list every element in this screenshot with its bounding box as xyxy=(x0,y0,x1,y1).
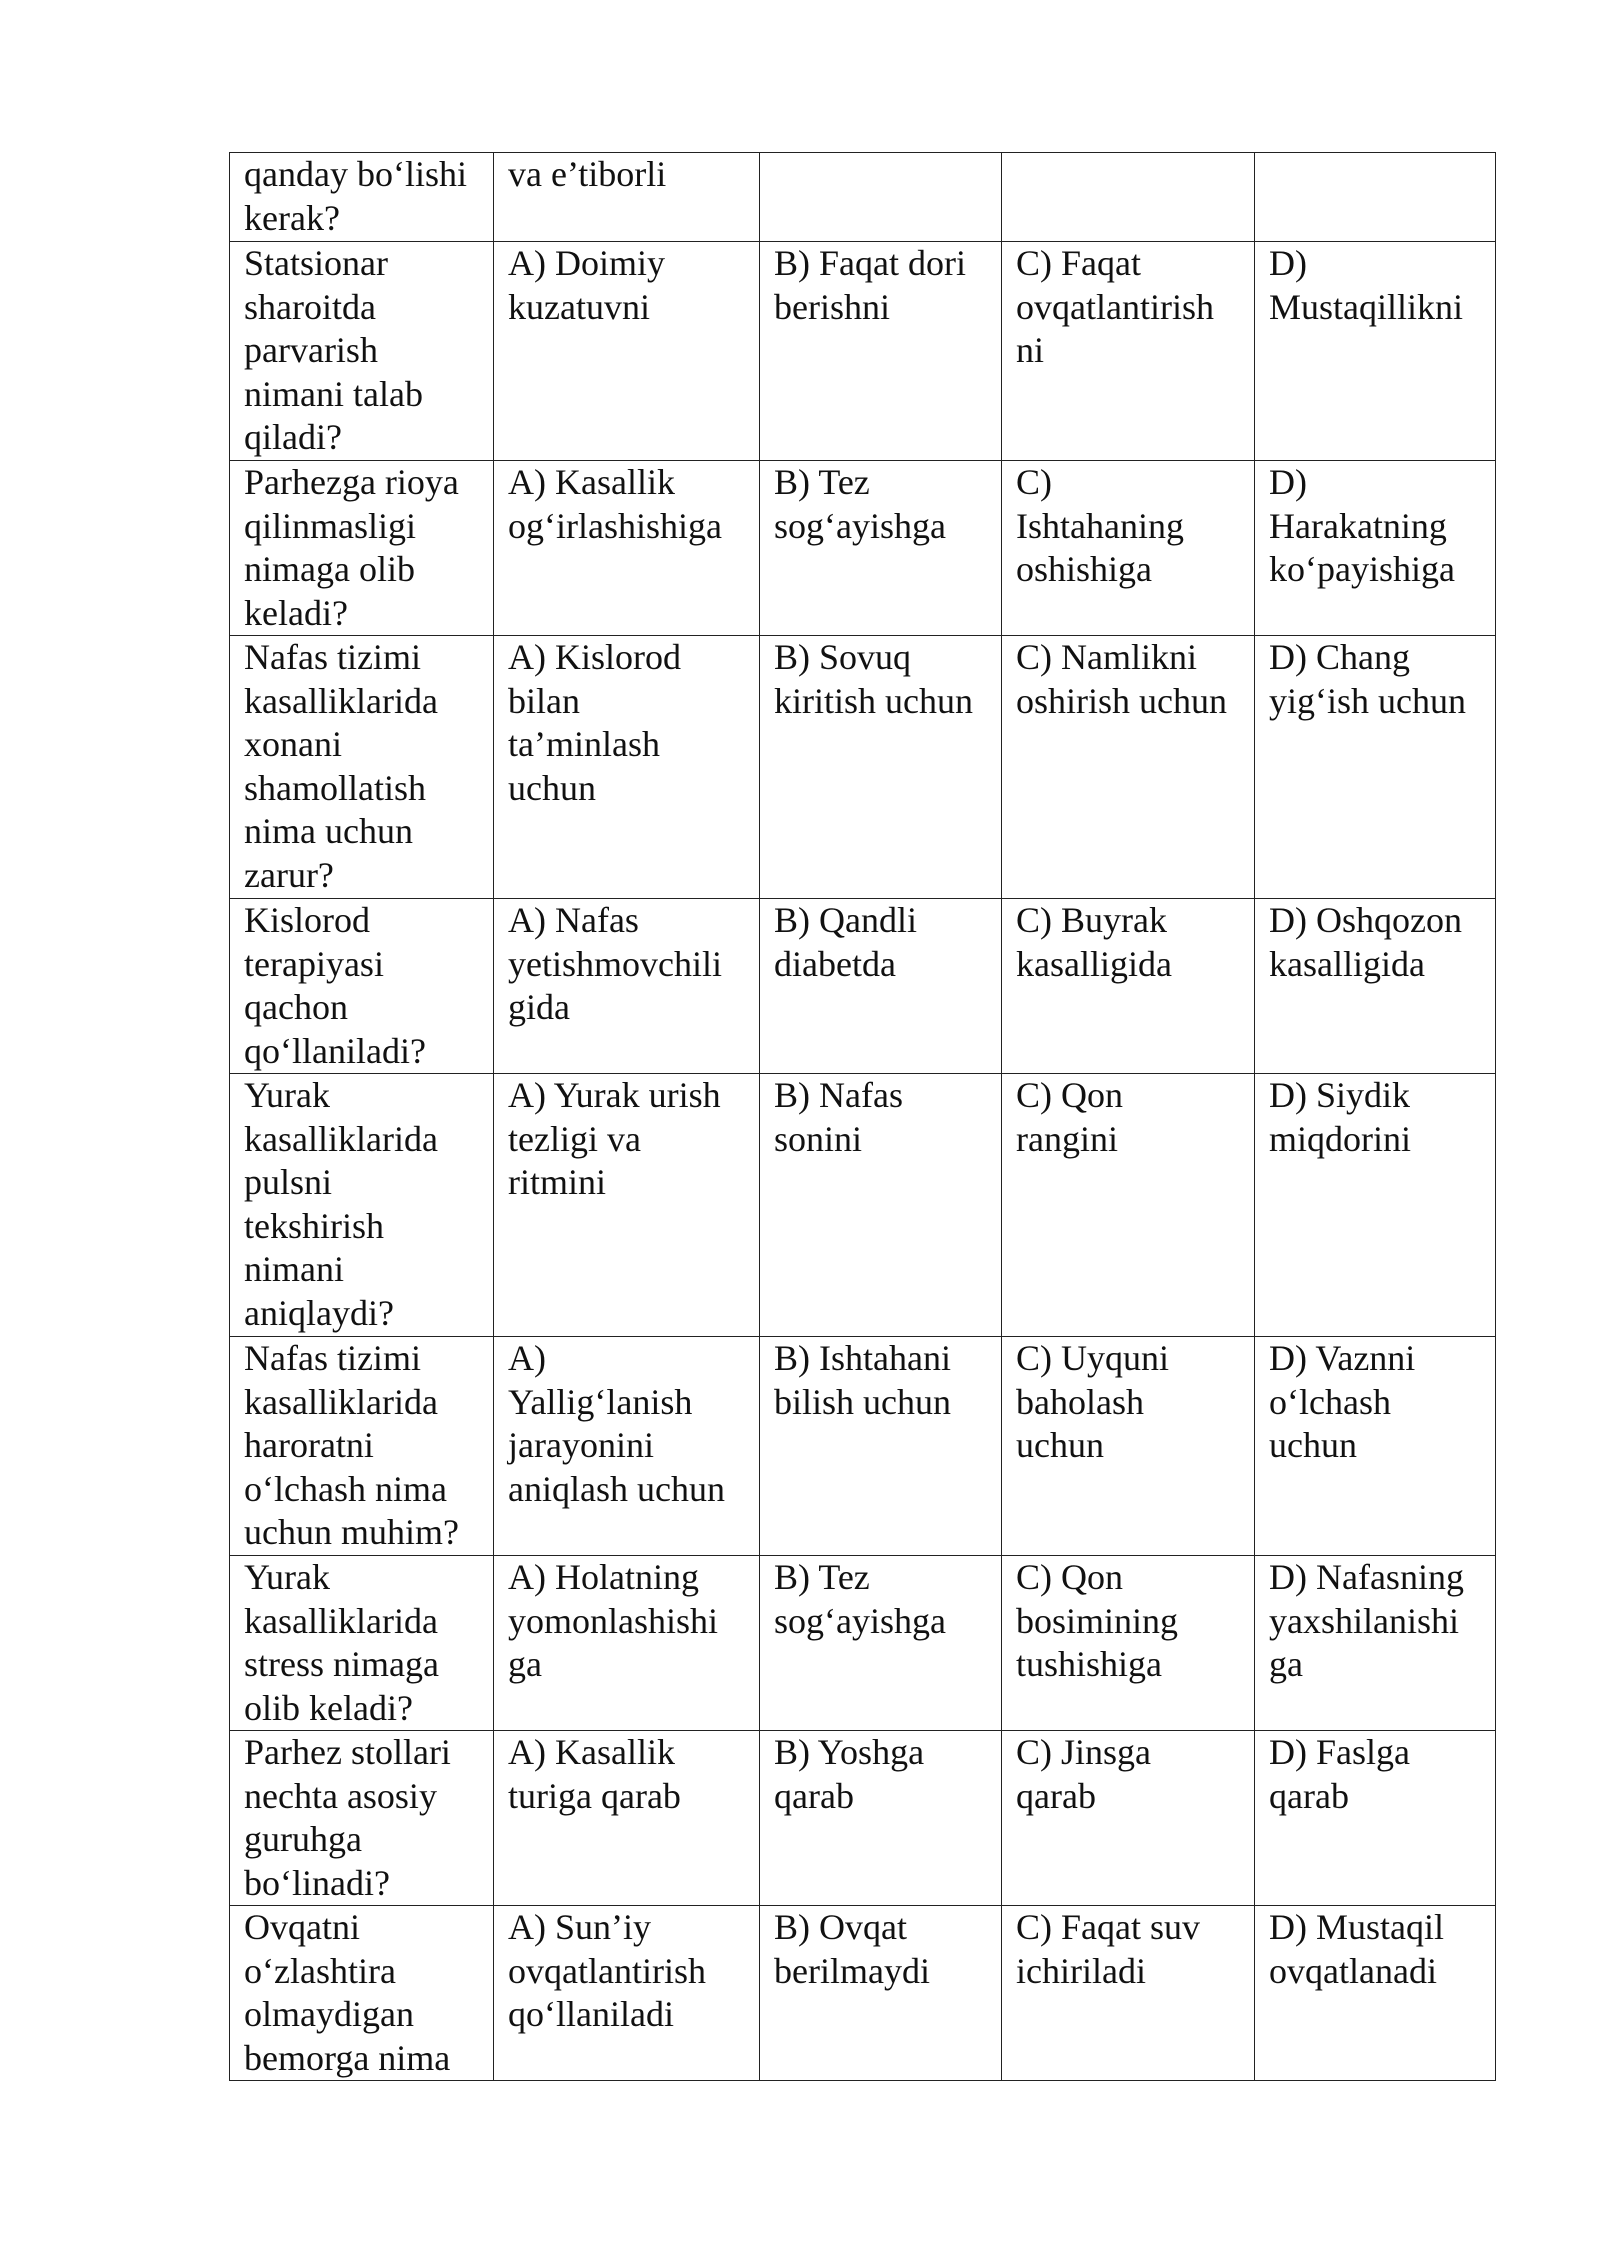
cell-text-line: o‘zlashtira xyxy=(244,1950,396,1991)
cell-text-line: D) Vaznni xyxy=(1269,1338,1416,1378)
cell-text-line: C) Qon xyxy=(1016,1557,1123,1597)
cell-text-line: olmaydigan xyxy=(244,1994,414,2034)
cell-text-line: bilish uchun xyxy=(774,1381,951,1422)
cell-text-line: nechta asosiy xyxy=(244,1775,437,1816)
question-cell xyxy=(230,1074,494,1337)
option-d-cell xyxy=(1255,242,1496,461)
cell-text-line: nimani xyxy=(244,1249,344,1289)
cell-text-line: guruhga xyxy=(244,1819,362,1859)
cell-text-line: bilan xyxy=(508,680,580,721)
cell-text-line: kasalliklarida xyxy=(244,1600,438,1641)
cell-text-line: Parhezga rioya xyxy=(244,462,459,502)
cell-text-line: D) Chang xyxy=(1269,637,1410,677)
option-c-cell xyxy=(1002,1556,1255,1731)
option-d-cell xyxy=(1255,899,1496,1074)
cell-text-line: sog‘ayishga xyxy=(774,1600,946,1641)
option-b-cell xyxy=(760,1906,1002,2081)
cell-text-line: A) Holatning xyxy=(508,1557,699,1597)
cell-text-line: C) Uyquni xyxy=(1016,1338,1169,1378)
cell-text-line: B) Sovuq xyxy=(774,637,912,677)
cell-text-line: uchun xyxy=(1269,1425,1357,1465)
option-d-cell xyxy=(1255,1556,1496,1731)
cell-text-line: qarab xyxy=(1269,1775,1349,1816)
cell-text-line: bo‘linadi? xyxy=(244,1862,390,1903)
cell-text-line: ni xyxy=(1016,330,1045,370)
cell-text-line: qo‘llaniladi? xyxy=(244,1030,426,1071)
option-b-cell xyxy=(760,636,1002,899)
cell-text-line: sharoitda xyxy=(244,286,376,327)
cell-text-line: terapiyasi xyxy=(244,943,384,984)
cell-text-line: baholash xyxy=(1016,1381,1144,1422)
cell-text-line: B) Nafas xyxy=(774,1075,903,1115)
table-row xyxy=(230,153,1496,242)
cell-text-line: D) xyxy=(1269,243,1307,283)
cell-text-line: ga xyxy=(1269,1644,1303,1684)
cell-text-line: Ishtahaning xyxy=(1016,505,1184,546)
cell-text-line: A) Kislorod xyxy=(508,637,681,677)
cell-text-line: sog‘ayishga xyxy=(774,505,946,546)
quiz-table xyxy=(229,152,1496,2081)
option-b-cell xyxy=(760,1074,1002,1337)
question-cell xyxy=(230,461,494,636)
cell-text-line: C) Faqat suv xyxy=(1016,1907,1200,1947)
option-a-cell xyxy=(494,1556,760,1731)
question-cell xyxy=(230,242,494,461)
option-b-cell xyxy=(760,1556,1002,1731)
cell-text-line: shamollatish xyxy=(244,767,426,808)
cell-text-line: uchun xyxy=(508,767,596,808)
cell-text-line: tekshirish xyxy=(244,1205,384,1246)
cell-text-line: pulsni xyxy=(244,1162,333,1202)
option-c-cell xyxy=(1002,1337,1255,1556)
cell-text-line: miqdorini xyxy=(1269,1118,1411,1159)
cell-text-line: B) Yoshga xyxy=(774,1732,925,1772)
cell-text-line: keladi? xyxy=(244,592,348,633)
cell-text-line: Harakatning xyxy=(1269,505,1447,546)
cell-text-line: ta’minlash xyxy=(508,724,660,764)
cell-text-line: rangini xyxy=(1016,1118,1118,1159)
cell-text-line: turiga qarab xyxy=(508,1775,681,1816)
option-a-cell xyxy=(494,1731,760,1906)
cell-text-line: B) Ishtahani xyxy=(774,1338,951,1378)
option-b-cell xyxy=(760,461,1002,636)
option-d-cell xyxy=(1255,461,1496,636)
cell-text-line: Yallig‘lanish xyxy=(508,1381,693,1422)
cell-text-line: nima uchun xyxy=(244,811,413,851)
cell-text-line: A) Sun’iy xyxy=(508,1907,651,1947)
option-d-cell xyxy=(1255,636,1496,899)
cell-text-line: nimaga olib xyxy=(244,549,415,589)
option-a-cell xyxy=(494,242,760,461)
table-row xyxy=(230,461,1496,636)
cell-text-line: yomonlashishi xyxy=(508,1600,719,1641)
cell-text-line: uchun muhim? xyxy=(244,1512,459,1552)
table-row xyxy=(230,899,1496,1074)
table-row xyxy=(230,1906,1496,2081)
cell-text-line: D) xyxy=(1269,462,1307,502)
cell-text-line: ovqatlantirish xyxy=(1016,286,1214,327)
cell-text-line: qilinmasligi xyxy=(244,505,417,546)
cell-text-line: aniqlaydi? xyxy=(244,1292,394,1333)
cell-text-line: qarab xyxy=(774,1775,854,1816)
cell-text-line: kasalliklarida xyxy=(244,1118,438,1159)
option-c-cell xyxy=(1002,461,1255,636)
table-row xyxy=(230,1074,1496,1337)
cell-text-line: C) Buyrak xyxy=(1016,900,1167,940)
quiz-table-body xyxy=(230,153,1496,2081)
option-c-cell xyxy=(1002,242,1255,461)
cell-text-line: Kislorod xyxy=(244,900,370,940)
cell-text-line: qachon xyxy=(244,987,348,1027)
cell-text-line: diabetda xyxy=(774,943,896,984)
cell-text-line: aniqlash uchun xyxy=(508,1468,725,1509)
cell-text-line: zarur? xyxy=(244,854,334,895)
cell-text-line: qo‘llaniladi xyxy=(508,1994,674,2034)
cell-text-line: bemorga nima xyxy=(244,2037,451,2078)
cell-text-line: oshirish uchun xyxy=(1016,680,1227,721)
cell-text-line: A) xyxy=(508,1338,546,1378)
option-a-cell xyxy=(494,153,760,242)
table-row xyxy=(230,242,1496,461)
question-cell xyxy=(230,1337,494,1556)
cell-text-line: ko‘payishiga xyxy=(1269,549,1455,589)
cell-text-line: D) Oshqozon xyxy=(1269,900,1462,940)
question-cell xyxy=(230,1556,494,1731)
option-d-cell xyxy=(1255,1074,1496,1337)
cell-text-line: va e’tiborli xyxy=(508,154,667,194)
question-cell xyxy=(230,153,494,242)
option-c-cell xyxy=(1002,1731,1255,1906)
question-cell xyxy=(230,899,494,1074)
question-cell xyxy=(230,1906,494,2081)
option-c-cell xyxy=(1002,1906,1255,2081)
cell-text-line: ichiriladi xyxy=(1016,1950,1146,1991)
cell-text-line: D) Mustaqil xyxy=(1269,1907,1444,1947)
cell-text-line: C) Faqat xyxy=(1016,243,1141,283)
cell-text-line: kiritish uchun xyxy=(774,680,973,721)
cell-text-line: B) Faqat dori xyxy=(774,243,966,283)
cell-text-line: Yurak xyxy=(244,1557,330,1597)
option-a-cell xyxy=(494,1906,760,2081)
option-b-cell xyxy=(760,153,1002,242)
cell-text-line: ovqatlanadi xyxy=(1269,1950,1437,1991)
cell-text-line: A) Kasallik xyxy=(508,462,675,502)
cell-text-line: C) Jinsga xyxy=(1016,1732,1151,1772)
cell-text-line: haroratni xyxy=(244,1425,374,1465)
cell-text-line: A) Yurak urish xyxy=(508,1075,721,1115)
cell-text-line: Yurak xyxy=(244,1075,330,1115)
cell-text-line: og‘irlashishiga xyxy=(508,505,722,546)
cell-text-line: oshishiga xyxy=(1016,549,1153,589)
cell-text-line: Ovqatni xyxy=(244,1907,360,1947)
table-row xyxy=(230,636,1496,899)
cell-text-line: tushishiga xyxy=(1016,1644,1163,1684)
cell-text-line: B) Ovqat xyxy=(774,1907,907,1947)
table-row xyxy=(230,1337,1496,1556)
cell-text-line: olib keladi? xyxy=(244,1687,413,1728)
cell-text-line: Nafas tizimi xyxy=(244,637,421,677)
cell-text-line: jarayonini xyxy=(508,1425,654,1465)
cell-text-line: Parhez stollari xyxy=(244,1732,451,1772)
option-b-cell xyxy=(760,1731,1002,1906)
cell-text-line: D) Faslga xyxy=(1269,1732,1410,1772)
cell-text-line: parvarish xyxy=(244,330,378,370)
cell-text-line: gida xyxy=(508,987,570,1027)
cell-text-line: sonini xyxy=(774,1118,863,1159)
cell-text-line: D) Siydik xyxy=(1269,1075,1411,1115)
cell-text-line: C) Namlikni xyxy=(1016,637,1197,677)
option-c-cell xyxy=(1002,636,1255,899)
cell-text-line: C) Qon xyxy=(1016,1075,1123,1115)
cell-text-line: C) xyxy=(1016,462,1052,502)
cell-text-line: kasalliklarida xyxy=(244,680,438,721)
option-a-cell xyxy=(494,636,760,899)
option-b-cell xyxy=(760,899,1002,1074)
cell-text-line: ritmini xyxy=(508,1162,606,1202)
cell-text-line: B) Tez xyxy=(774,462,870,502)
cell-text-line: uchun xyxy=(1016,1425,1104,1465)
cell-text-line: berilmaydi xyxy=(774,1950,930,1991)
option-a-cell xyxy=(494,1337,760,1556)
cell-text-line: berishni xyxy=(774,286,890,327)
cell-text-line: bosimining xyxy=(1016,1600,1179,1641)
question-cell xyxy=(230,1731,494,1906)
option-c-cell xyxy=(1002,1074,1255,1337)
option-d-cell xyxy=(1255,1906,1496,2081)
cell-text-line: o‘lchash xyxy=(1269,1381,1391,1422)
cell-text-line: qiladi? xyxy=(244,417,342,457)
cell-text-line: xonani xyxy=(244,724,342,764)
cell-text-line: Statsionar xyxy=(244,243,388,283)
option-d-cell xyxy=(1255,1731,1496,1906)
cell-text-line: kasalliklarida xyxy=(244,1381,438,1422)
cell-text-line: qarab xyxy=(1016,1775,1096,1816)
cell-text-line: ga xyxy=(508,1644,542,1684)
option-d-cell xyxy=(1255,1337,1496,1556)
option-c-cell xyxy=(1002,899,1255,1074)
cell-text-line: Mustaqillikni xyxy=(1269,286,1464,327)
cell-text-line: B) Tez xyxy=(774,1557,870,1597)
cell-text-line: A) Kasallik xyxy=(508,1732,675,1772)
option-d-cell xyxy=(1255,153,1496,242)
cell-text-line: yig‘ish uchun xyxy=(1269,680,1466,721)
option-a-cell xyxy=(494,899,760,1074)
cell-text-line: tezligi va xyxy=(508,1118,641,1159)
cell-text-line: nimani talab xyxy=(244,373,423,414)
question-cell xyxy=(230,636,494,899)
option-a-cell xyxy=(494,1074,760,1337)
cell-text-line: o‘lchash nima xyxy=(244,1468,447,1509)
cell-text-line: kuzatuvni xyxy=(508,286,650,327)
cell-text-line: kasalligida xyxy=(1269,943,1425,984)
cell-text-line: qanday bo‘lishi xyxy=(244,154,467,194)
cell-text-line: D) Nafasning xyxy=(1269,1557,1464,1597)
table-row xyxy=(230,1556,1496,1731)
cell-text-line: kasalligida xyxy=(1016,943,1172,984)
table-row xyxy=(230,1731,1496,1906)
cell-text-line: B) Qandli xyxy=(774,900,917,940)
option-b-cell xyxy=(760,1337,1002,1556)
cell-text-line: ovqatlantirish xyxy=(508,1950,706,1991)
cell-text-line: stress nimaga xyxy=(244,1644,439,1684)
cell-text-line: yetishmovchili xyxy=(508,943,722,984)
cell-text-line: kerak? xyxy=(244,197,340,238)
cell-text-line: A) Doimiy xyxy=(508,243,665,283)
option-a-cell xyxy=(494,461,760,636)
cell-text-line: yaxshilanishi xyxy=(1269,1600,1459,1641)
cell-text-line: Nafas tizimi xyxy=(244,1338,421,1378)
option-b-cell xyxy=(760,242,1002,461)
option-c-cell xyxy=(1002,153,1255,242)
cell-text-line: A) Nafas xyxy=(508,900,639,940)
